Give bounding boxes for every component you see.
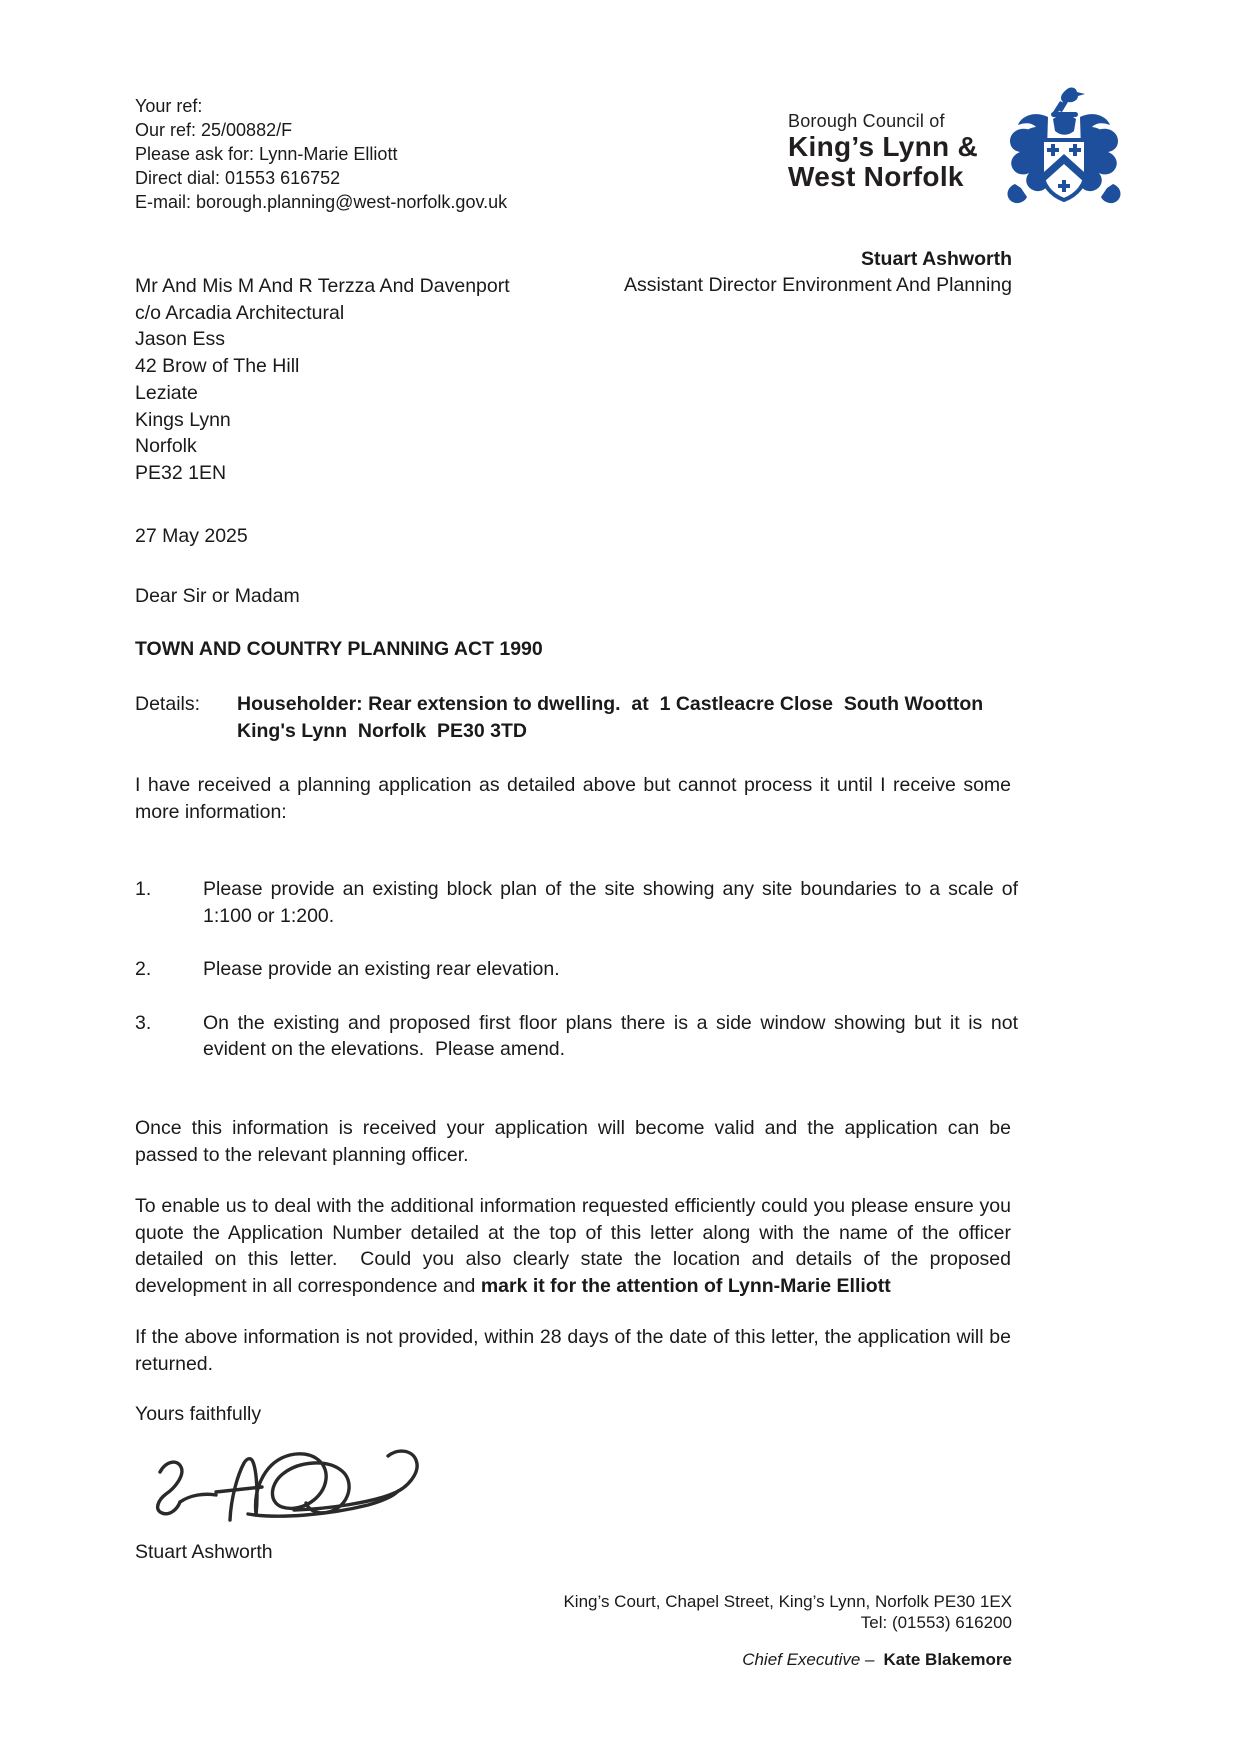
attention-bold: mark it for the attention of <box>480 1274 728 1297</box>
item-text: Please provide an existing rear elevation. <box>203 958 560 980</box>
council-crest-icon <box>1000 86 1128 215</box>
recipient-line: Norfolk <box>135 435 197 458</box>
recipient-address <box>135 273 510 487</box>
signature-image <box>150 1430 470 1545</box>
item-number: 3. <box>135 1011 152 1034</box>
officer-title: Assistant Director Environment And Planning <box>623 274 1012 296</box>
chief-executive-line <box>563 1649 1012 1670</box>
ask-for: Please ask for: Lynn-Marie Elliott <box>135 144 398 164</box>
recipient-line: Jason Ess <box>135 328 225 351</box>
officer-name: Stuart Ashworth <box>861 248 1012 270</box>
footer-tel: Tel: (01553) 616200 <box>860 1613 1012 1632</box>
return-paragraph: If the above information is not provided, within 28 days of the date of this letter, the application will be returned. <box>135 1326 1017 1375</box>
direct-dial: Direct dial: 01553 616752 <box>135 168 341 188</box>
item-text: On the existing and proposed first floor plans there is a side window showing but it is not evident on the elevations. Please amend. <box>203 1011 1024 1060</box>
subject-line: TOWN AND COUNTRY PLANNING ACT 1990 <box>135 638 543 660</box>
recipient-line: Mr And Mis M And R Terzza And Davenport <box>135 275 510 297</box>
quote-paragraph: To enable us to deal with the additional information requested efficiently could you please ensure you quote the Application Number detailed at the top of this letter along with the name of the officer detailed on this letter. Could you also clearly state the location and details of the proposed development in all correspondence and mark it for the attention of Lynn-Marie Elliott <box>135 1195 1017 1297</box>
recipient-line: c/o Arcadia Architectural <box>135 301 345 324</box>
salutation: Dear Sir or Madam <box>135 585 300 607</box>
recipient-line: Leziate <box>135 381 198 404</box>
council-logo <box>788 110 978 192</box>
item-text: Please provide an existing block plan of the site showing any site boundaries to a scale of 1:100 or 1:200. <box>203 878 1024 927</box>
your-ref: Your ref: <box>135 96 203 116</box>
requirements-list <box>135 876 1024 1090</box>
council-name-line3: West Norfolk <box>788 161 964 192</box>
closing: Yours faithfully <box>135 1403 262 1425</box>
our-ref: Our ref: 25/00882/F <box>135 120 293 140</box>
chief-executive-label: Chief Executive – <box>742 1650 875 1669</box>
list-item <box>135 876 1024 929</box>
attention-officer-name: Lynn-Marie Elliott <box>727 1274 891 1297</box>
chief-executive-name: Kate Blakemore <box>883 1650 1012 1669</box>
intro-paragraph: I have received a planning application as detailed above but cannot process it until I receive some more information: <box>135 774 1017 823</box>
details-text: Householder: Rear extension to dwelling. at 1 Castleacre Close South Wootton King's Lynn Norfolk PE30 3TD <box>237 693 984 742</box>
list-item <box>135 1010 1024 1063</box>
item-number: 2. <box>135 958 152 980</box>
validity-paragraph: Once this information is received your application will become valid and the application can be passed to the relevant planning officer. <box>135 1117 1017 1166</box>
details-row <box>135 691 1040 745</box>
recipient-line: 42 Brow of The Hill <box>135 355 300 378</box>
email-line: E-mail: borough.planning@west-norfolk.gov.uk <box>135 192 508 212</box>
footer <box>563 1591 1012 1670</box>
letter-date: 27 May 2025 <box>135 525 248 547</box>
footer-address: King’s Court, Chapel Street, King’s Lynn, Norfolk PE30 1EX <box>563 1592 1012 1611</box>
council-name-line1: Borough Council of <box>788 111 945 131</box>
council-name-line2: King’s Lynn & <box>788 131 979 162</box>
recipient-line: PE32 1EN <box>135 461 227 484</box>
officer-block <box>624 246 1012 298</box>
details-label: Details: <box>135 693 201 715</box>
recipient-line: Kings Lynn <box>135 408 231 431</box>
reference-block <box>135 94 507 214</box>
signatory-name: Stuart Ashworth <box>135 1541 273 1563</box>
item-number: 1. <box>135 878 152 900</box>
list-item <box>135 956 1020 983</box>
